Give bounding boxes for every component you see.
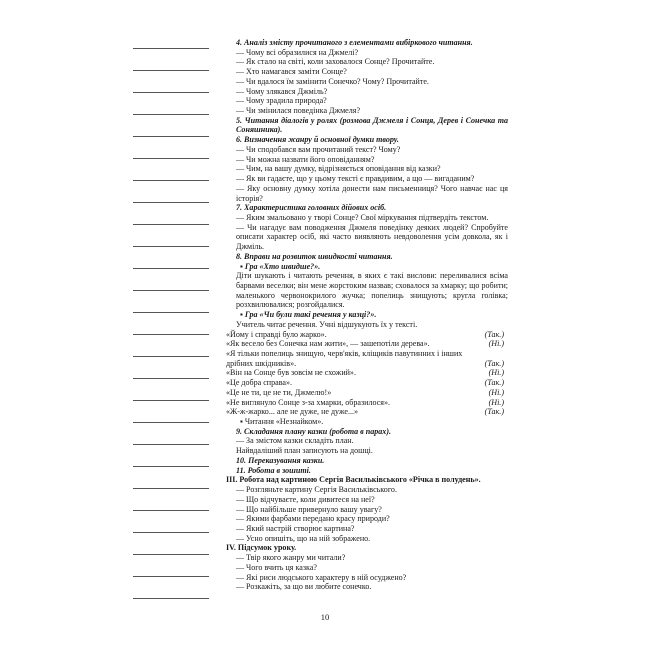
note-rule	[133, 202, 209, 203]
text-line: — Який настрій створює картина?	[236, 523, 355, 533]
text-line: ▪ Гра «Чи були такі речення у казці?».	[240, 310, 377, 320]
text-line: — Чому зрадила природа?	[236, 96, 327, 106]
note-rule	[133, 400, 209, 401]
text-line: ▪ Гра «Хто швидше?».	[240, 261, 321, 271]
answer-mark: (Так.)	[484, 358, 504, 368]
note-rule	[133, 158, 209, 159]
text-line: 4. Аналіз змісту прочитаного з елементами вибіркового читання.	[236, 38, 473, 47]
quote-text: «Це не ти, це не ти, Джмелю!»	[226, 387, 332, 397]
text-line: ▪ Читання «Незнайком».	[240, 417, 324, 427]
quote-row	[226, 349, 508, 368]
text-line: — За змістом казки складіть план.	[236, 436, 354, 446]
quote-text: «Я тільки попелиць знищую, черв'яків, кліщиків павутинних і інших дрібних шкідників».	[226, 349, 463, 368]
note-rule	[133, 422, 209, 423]
text-line: — Які риси людського характеру в ній осуджено?	[236, 572, 407, 582]
text-line: — Чим, на вашу думку, відрізняється оповідання від казки?	[236, 164, 441, 174]
quote-text: «Це добра справа».	[226, 378, 293, 388]
text-line: — Чи сподобався вам прочитаний текст? Чому?	[236, 144, 401, 154]
text-line: — Розгляньте картину Сергія Васильківського.	[236, 485, 397, 495]
quote-text: «Не виглянуло Сонце з-за хмарки, образилося».	[226, 397, 391, 407]
text-line: — Чи змінилася поведінка Джмеля?	[236, 106, 361, 116]
page-number: 10	[320, 612, 330, 622]
text-line: — Твір якого жанру ми читали?	[236, 553, 346, 563]
text-line: IV. Підсумок уроку.	[226, 543, 297, 553]
answer-mark: (Ні.)	[488, 339, 504, 349]
answer-mark: (Ні.)	[488, 368, 504, 378]
text-line: 9. Складання плану казки (робота в парах).	[236, 426, 392, 436]
text-line: 6. Визначення жанру й основної думки твору.	[236, 135, 399, 145]
quote-row	[226, 368, 508, 378]
text-line: — Яким змальовано у творі Сонце? Свої міркування підтвердіть текстом.	[236, 212, 489, 222]
note-rule	[133, 180, 209, 181]
note-rule	[133, 92, 209, 93]
text-line: — Як ви гадаєте, що у цьому тексті є правдивим, а що — вигаданим?	[236, 174, 475, 184]
quote-text: «Йому і справді було жарко».	[226, 329, 327, 339]
text-line: 7. Характеристика головних дійових осіб.	[236, 203, 387, 213]
text-line: III. Робота над картиною Сергія Васильківського «Річка в полудень».	[226, 475, 481, 485]
text-line: 5. Читання діалогів у ролях (розмова Джмеля і Сонця, Дерев і Сонечка та Соняшника).	[236, 115, 508, 135]
quote-row	[226, 398, 508, 408]
text-line: — Що відчуваєте, коли дивитеся на неї?	[236, 494, 375, 504]
quote-text: «Як весело без Сонечка нам жити», — зашепотіли дерева».	[226, 339, 430, 349]
note-rule	[133, 114, 209, 115]
note-rule	[133, 444, 209, 445]
note-rule	[133, 312, 209, 313]
text-line: Учитель читає речення. Учні відшукують їх у тексті.	[236, 319, 418, 329]
answer-mark: (Так.)	[484, 378, 504, 388]
text-line: Діти шукають і читають речення, в яких є такі вислови: переливалися всіма барвами веселки; він мене жорстоким назвав; сховалося за хмарку; що робити; маленького червонокрилого жучка; попелиць знищують; кругла голівка; розхвилювалися; розгойдалися.	[236, 271, 508, 310]
note-rule	[133, 48, 209, 49]
quote-row	[226, 388, 508, 398]
text-line: 11. Робота в зошиті.	[236, 465, 311, 475]
note-rule	[133, 334, 209, 335]
text-line: Найвдаліший план записують на дошці.	[236, 446, 373, 456]
answer-mark: (Ні.)	[488, 397, 504, 407]
quote-row	[226, 378, 508, 388]
text-line: — Чи вдалося їм замінити Сонечко? Чому? Прочитайте.	[236, 76, 429, 86]
note-rule	[133, 246, 209, 247]
answer-mark: (Так.)	[484, 407, 504, 417]
text-line: — Що найбільше привернуло вашу увагу?	[236, 504, 382, 514]
answer-mark: (Так.)	[484, 329, 504, 339]
quote-row	[226, 407, 508, 417]
answer-mark: (Ні.)	[488, 387, 504, 397]
note-rule	[133, 224, 209, 225]
quote-row	[226, 330, 508, 340]
note-rule	[133, 488, 209, 489]
note-rule	[133, 466, 209, 467]
text-line: — Якими фарбами передано красу природи?	[236, 514, 390, 524]
note-rule	[133, 290, 209, 291]
note-rule	[133, 576, 209, 577]
text-line: — Розкажіть, за що ви любите сонечко.	[236, 582, 372, 592]
note-rule	[133, 598, 209, 599]
text-line: 8. Вправи на розвиток швидкості читання.	[236, 251, 393, 261]
note-rule	[133, 532, 209, 533]
text-line: — Яку основну думку хотіла донести нам письменниця? Чого навчає нас ця історія?	[236, 183, 508, 203]
note-rule	[133, 136, 209, 137]
text-line: — Чому злякався Джміль?	[236, 86, 328, 96]
quote-text: «Він на Сонце був зовсім не схожий».	[226, 368, 356, 378]
text-line: — Усно опишіть, що на ній зображено.	[236, 533, 371, 543]
quote-row	[226, 339, 508, 349]
text-line: — Як стало на світі, коли заховалося Сонце? Прочитайте.	[236, 57, 435, 67]
note-rule	[133, 510, 209, 511]
text-line: — Чи нагадує вам поводження Джмеля поведінку деяких людей? Спробуйте описати характер осіб, які часто виявляють невдоволення усім довкола, як і Джміль.	[236, 222, 508, 252]
note-rule	[133, 70, 209, 71]
text-line: — Чи можна назвати його оповіданням?	[236, 154, 375, 164]
text-line: — Чому всі образилися на Джмелі?	[236, 47, 359, 57]
note-rule	[133, 268, 209, 269]
lesson-text	[226, 38, 508, 592]
note-rule	[133, 554, 209, 555]
text-line: — Хто намагався заміти Сонце?	[236, 67, 347, 77]
note-rule	[133, 378, 209, 379]
quote-text: «Ж-ж-жарко... але не дуже, не дуже...»	[226, 407, 359, 417]
note-rule	[133, 356, 209, 357]
text-line: — Чого вчить ця казка?	[236, 562, 317, 572]
text-line: 10. Переказування казки.	[236, 455, 325, 465]
